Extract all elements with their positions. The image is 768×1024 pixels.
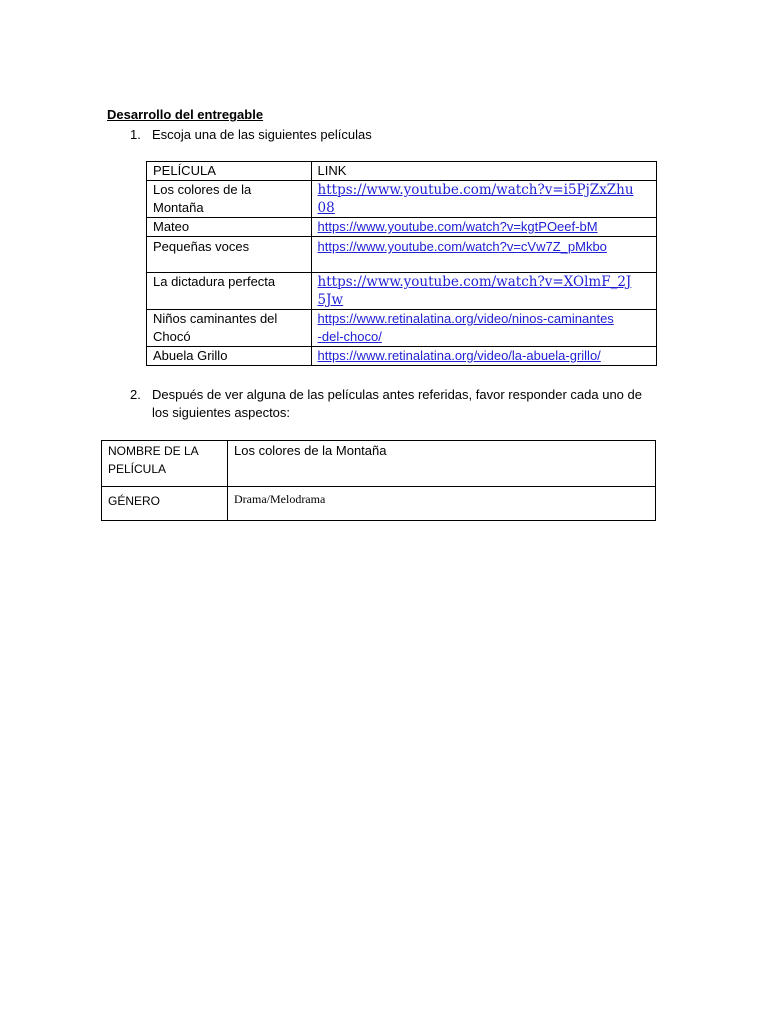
film-link-line1[interactable]: https://www.youtube.com/watch?v=XOlmF_2J xyxy=(317,274,632,290)
film-link-cell xyxy=(311,237,656,273)
film-link-line2[interactable]: 5Jw xyxy=(317,292,344,308)
film-link[interactable] xyxy=(318,182,634,216)
film-link[interactable] xyxy=(318,274,632,308)
table-row xyxy=(147,237,657,273)
film-name: Abuela Grillo xyxy=(147,347,312,366)
instruction-1 xyxy=(130,126,660,144)
instruction-2-text: Después de ver alguna de las películas antes referidas, favor responder cada uno de los siguientes aspectos: xyxy=(152,387,642,420)
film-name: La dictadura perfecta xyxy=(147,273,312,310)
table-row xyxy=(147,273,657,310)
table-row xyxy=(147,181,657,218)
film-name: Niños caminantes del Chocó xyxy=(147,310,312,347)
movies-table xyxy=(146,161,657,366)
film-link-cell xyxy=(311,218,656,237)
aspect-label: GÉNERO xyxy=(102,487,228,521)
instruction-2-number: 2. xyxy=(130,387,141,402)
film-link[interactable] xyxy=(318,311,614,344)
table-header-row xyxy=(147,162,657,181)
header-link: LINK xyxy=(311,162,656,181)
film-link-cell xyxy=(311,273,656,310)
film-link-line1[interactable]: https://www.youtube.com/watch?v=i5PjZxZhu xyxy=(317,182,634,198)
instruction-1-text: Escoja una de las siguientes películas xyxy=(152,127,372,142)
film-name: Mateo xyxy=(147,218,312,237)
section-heading: Desarrollo del entregable xyxy=(107,107,264,122)
film-link[interactable]: https://www.youtube.com/watch?v=cVw7Z_pMkbo xyxy=(317,239,607,254)
table-row xyxy=(147,218,657,237)
table-row xyxy=(102,487,656,521)
film-link[interactable]: https://www.retinalatina.org/video/la-abuela-grillo/ xyxy=(317,348,601,363)
film-link-cell xyxy=(311,310,656,347)
aspect-value[interactable]: Drama/Melodrama xyxy=(228,487,656,521)
instruction-1-number: 1. xyxy=(130,127,141,142)
film-name: Pequeñas voces xyxy=(147,237,312,273)
film-link-line2[interactable]: -del-choco/ xyxy=(317,329,382,344)
aspects-table xyxy=(101,440,656,521)
table-row xyxy=(147,310,657,347)
header-pelicula: PELÍCULA xyxy=(147,162,312,181)
film-link-line2[interactable]: 08 xyxy=(317,200,335,216)
table-row xyxy=(102,441,656,487)
aspect-value[interactable]: Los colores de la Montaña xyxy=(228,441,656,487)
film-link-cell xyxy=(311,181,656,218)
film-link-cell xyxy=(311,347,656,366)
instruction-2 xyxy=(130,386,660,422)
table-row xyxy=(147,347,657,366)
film-link[interactable]: https://www.youtube.com/watch?v=kgtPOeef-bM xyxy=(317,219,598,234)
aspect-label: NOMBRE DE LA PELÍCULA xyxy=(102,441,228,487)
film-name: Los colores de la Montaña xyxy=(147,181,312,218)
film-link-line1[interactable]: https://www.retinalatina.org/video/ninos-caminantes xyxy=(317,311,614,326)
